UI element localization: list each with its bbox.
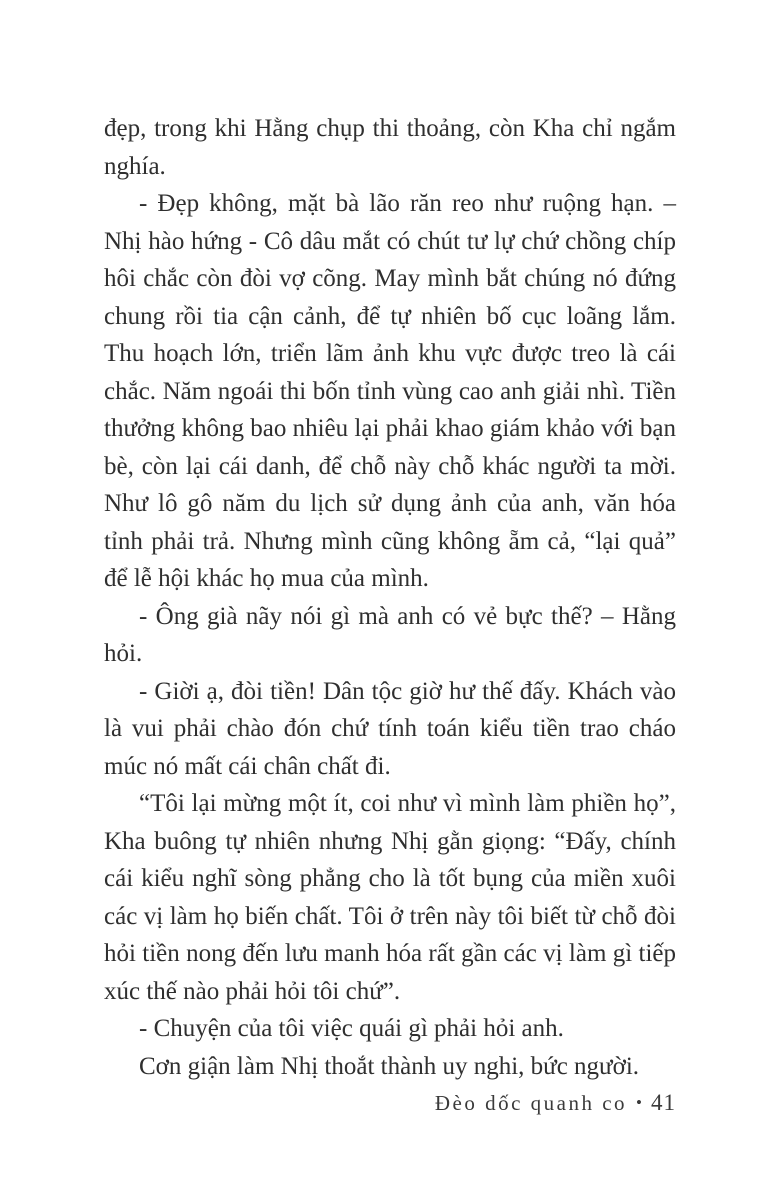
paragraph: - Chuyện của tôi việc quái gì phải hỏi anh. [139,1015,564,1042]
paragraph: - Đẹp không, mặt bà lão răn reo như ruộng hạn. – Nhị hào hứng - Cô dâu mắt có chút tư lự chứ chồng chíp hôi chắc còn đòi vợ cõng. May mình bắt chúng nó đứng chung rồi tia cận cảnh, để tự nhiên bố cục loãng lắm. Thu hoạch lớn, triển lãm ảnh khu vực được treo là cái chắc. Năm ngoái thi bốn tỉnh vùng cao anh giải nhì. Tiền thưởng không bao nhiêu lại phải khao giám khảo với bạn bè, còn lại cái danh, để chỗ này chỗ khác người ta mời. Như lô gô năm du lịch sử dụng ảnh của anh, văn hóa tỉnh phải trả. Nhưng mình cũng không ẵm cả, “lại quả” để lễ hội khác họ mua của mình. [104,190,676,592]
paragraph: “Tôi lại mừng một ít, coi như vì mình làm phiền họ”, Kha buông tự nhiên nhưng Nhị gằn giọng: “Đấy, chính cái kiểu nghĩ sòng phẳng cho là tốt bụng của miền xuôi các vị làm họ biến chất. Tôi ở trên này tôi biết từ chỗ đòi hỏi tiền nong đến lưu manh hóa rất gần các vị làm gì tiếp xúc thế nào phải hỏi tôi chứ”. [104,790,676,1005]
paragraph: Cơn giận làm Nhị thoắt thành uy nghi, bức người. [139,1052,640,1080]
paragraph: đẹp, trong khi Hằng chụp thi thoảng, còn Kha chỉ ngắm nghía. [104,115,676,180]
running-title: Đèo dốc quanh co [434,1091,628,1115]
page-footer [104,1089,676,1117]
paragraph: - Ông già nãy nói gì mà anh có vẻ bực thế? – Hằng hỏi. [104,602,676,667]
body-text-block [104,110,676,1085]
paragraph: - Giời ạ, đòi tiền! Dân tộc giờ hư thế đấy. Khách vào là vui phải chào đón chứ tính toán kiểu tiền trao cháo múc nó mất cái chân chất đi. [104,677,676,780]
page-number: 41 [651,1090,676,1115]
footer-bullet-separator: • [636,1093,642,1112]
